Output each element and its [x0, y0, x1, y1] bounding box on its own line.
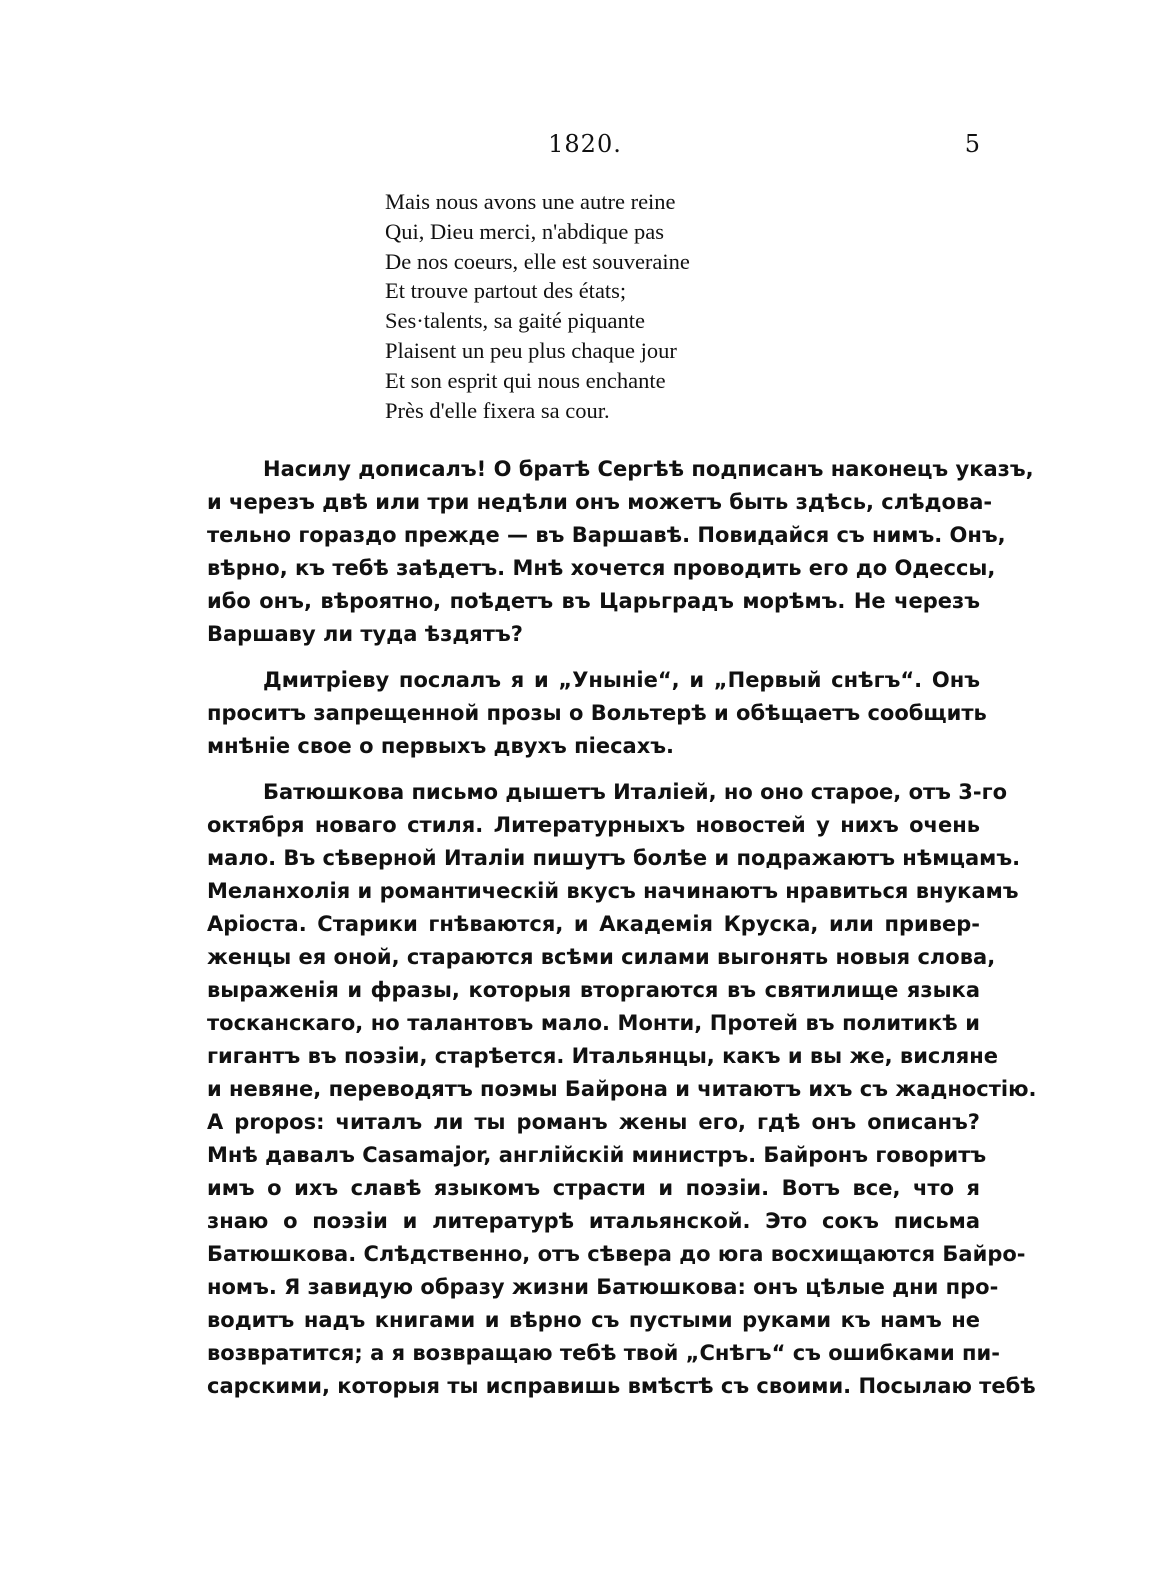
- text-line: имъ о ихъ славѣ языкомъ страсти и поэзіи. Вотъ все, что я: [207, 1176, 980, 1200]
- text-line: Батюшкова письмо дышетъ Италіей, но оно старое, отъ 3-го: [263, 780, 1007, 804]
- french-verse: [385, 187, 805, 425]
- text-line: номъ. Я завидую образу жизни Батюшкова: онъ цѣлые дни про-: [207, 1275, 999, 1299]
- text-line: Батюшкова. Слѣдственно, отъ сѣвера до юга восхищаются Байро-: [207, 1242, 1026, 1266]
- text-line: выраженія и фразы, которыя вторгаются въ святилище языка: [207, 978, 980, 1002]
- page-number: 5: [964, 130, 980, 158]
- verse-line: Près d'elle fixera sa cour.: [385, 397, 610, 423]
- text-line: Меланхолія и романтическій вкусъ начинаютъ нравиться внукамъ: [207, 879, 1019, 903]
- letter-body: [207, 453, 1037, 1416]
- verse-line: Mais nous avons une autre reine: [385, 189, 676, 214]
- text-line: тосканскаго, но талантовъ мало. Монти, Протей въ политикѣ и: [207, 1011, 980, 1035]
- running-head: [190, 130, 980, 170]
- text-line: и невяне, переводятъ поэмы Байрона и читаютъ ихъ съ жадностію.: [207, 1077, 1037, 1101]
- text-line: А propos: читалъ ли ты романъ жены его, гдѣ онъ описанъ?: [207, 1110, 980, 1134]
- verse-line: De nos coeurs, elle est souveraine: [385, 248, 690, 274]
- paragraph: [207, 776, 1037, 1403]
- text-line: женцы ея оной, стараются всѣми силами выгонять новыя слова,: [207, 945, 996, 969]
- text-line: октября новаго стиля. Литературныхъ новостей у нихъ очень: [207, 813, 980, 837]
- text-line: Насилу дописалъ! О братѣ Сергѣѣ подписанъ наконецъ указъ,: [263, 457, 1034, 481]
- text-line: знаю о поэзіи и литературѣ итальянской. Это сокъ письма: [207, 1209, 980, 1233]
- paragraph: [207, 453, 1034, 651]
- text-line: ибо онъ, вѣроятно, поѣдетъ въ Царьградъ морѣмъ. Не черезъ: [207, 589, 980, 613]
- paragraph: [207, 664, 987, 763]
- verse-line: Ses·talents, sa gaité piquante: [385, 308, 645, 334]
- verse-line: Qui, Dieu merci, n'abdique pas: [385, 218, 664, 244]
- verse-line: Et trouve partout des états;: [385, 278, 627, 304]
- text-line: гигантъ въ поэзіи, старѣется. Итальянцы, какъ и вы же, висляне: [207, 1044, 998, 1068]
- text-line: сарскими, которыя ты исправишь вмѣстѣ съ своими. Посылаю тебѣ: [207, 1374, 1036, 1398]
- text-line: возвратится; а я возвращаю тебѣ твой „Снѣгъ“ съ ошибками пи-: [207, 1341, 1000, 1365]
- text-line: тельно гораздо прежде — въ Варшавѣ. Повидайся съ нимъ. Онъ,: [207, 523, 1006, 547]
- text-line: мало. Въ сѣверной Италіи пишутъ болѣе и подражаютъ нѣмцамъ.: [207, 846, 1021, 870]
- verse-line: Plaisent un peu plus chaque jour: [385, 337, 677, 363]
- text-line: проситъ запрещенной прозы о Вольтерѣ и обѣщаетъ сообщить: [207, 701, 987, 725]
- text-line: Мнѣ давалъ Casamajor, англійскій министръ. Байронъ говоритъ: [207, 1143, 987, 1167]
- text-line: Варшаву ли туда ѣздятъ?: [207, 622, 523, 646]
- text-line: мнѣніе свое о первыхъ двухъ піесахъ.: [207, 734, 674, 758]
- text-line: Аріоста. Старики гнѣваются, и Академія Круска, или привер-: [207, 912, 980, 936]
- text-line: водитъ надъ книгами и вѣрно съ пустыми руками къ намъ не: [207, 1308, 980, 1332]
- text-line: и черезъ двѣ или три недѣли онъ можетъ быть здѣсь, слѣдова-: [207, 490, 993, 514]
- text-line: Дмитріеву послалъ я и „Уныніе“, и „Первый снѣгъ“. Онъ: [263, 668, 980, 692]
- verse-line: Et son esprit qui nous enchante: [385, 367, 666, 393]
- text-line: вѣрно, къ тебѣ заѣдетъ. Мнѣ хочется проводить его до Одессы,: [207, 556, 996, 580]
- running-head-year: 1820.: [548, 130, 622, 158]
